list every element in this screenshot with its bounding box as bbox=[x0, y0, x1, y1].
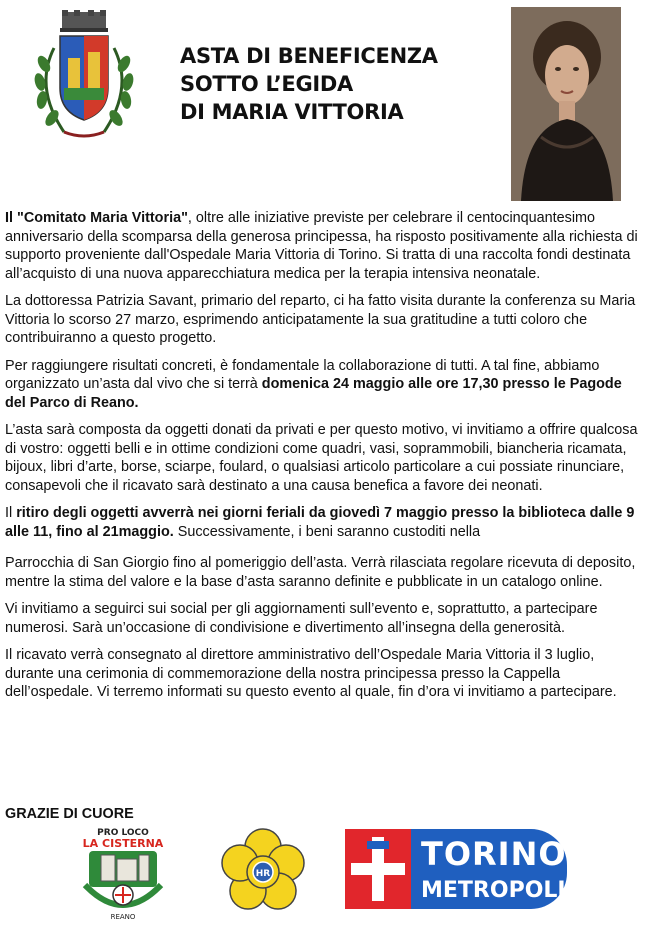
proloco-town: REANO bbox=[110, 913, 136, 921]
paragraph-8-text: Il ricavato verrà consegnato al direttore amministrativo dell’Ospedale Maria Vittoria il 3 luglio, durante una cerimonia di commemorazione della nostra principessa presso la Cappella dell’ospedale. Vi terremo informati su questo evento al quale, fin d’ora vi invitiamo a partecipare. bbox=[5, 647, 617, 700]
paragraph-5 bbox=[5, 504, 641, 541]
paragraph-6-text: Parrocchia di San Giorgio fino al pomeriggio dell’asta. Verrà rilasciata regolare ricevuta di deposito, mentre la stima del valore e la base d’asta saranno definite e pubblicate in un catalogo online. bbox=[5, 555, 636, 590]
proloco-line1: PRO LOCO bbox=[97, 828, 149, 838]
paragraph-3-text: Per raggiungere risultati concreti, è fondamentale la collaborazione di tutti. A tal fine, abbiamo organizzato un’asta dal vivo che si terrà bbox=[5, 357, 600, 392]
paragraph-6 bbox=[5, 554, 641, 591]
paragraph-3 bbox=[5, 357, 641, 413]
municipal-crest-icon bbox=[24, 8, 144, 148]
rose-monogram: HR bbox=[255, 869, 271, 879]
proloco-logo-icon bbox=[75, 825, 171, 922]
paragraph-1 bbox=[5, 209, 641, 283]
portrait-image bbox=[511, 7, 621, 201]
title-line-2: SOTTO L’EGIDA bbox=[180, 72, 353, 96]
rose-logo-icon bbox=[220, 827, 306, 917]
article-body bbox=[5, 209, 641, 711]
torino-metropoli-logo-icon bbox=[345, 829, 567, 909]
proloco-line2: LA CISTERNA bbox=[82, 837, 164, 850]
paragraph-7-text: Vi invitiamo a seguirci sui social per gli aggiornamenti sull’evento e, soprattutto, a partecipare numerosi. Sarà un’occasione di condivisione e divertimento all’insegna della generosità. bbox=[5, 601, 598, 636]
auction-date-location: domenica 24 maggio alle ore 17,30 presso le Pagode del Parco di Reano. bbox=[5, 376, 622, 411]
collection-schedule: ritiro degli oggetti avverrà nei giorni feriali da giovedì 7 maggio presso la biblioteca dalle 9 alle 11, fino al 21maggio. bbox=[5, 505, 635, 540]
portrait-icon bbox=[511, 7, 621, 201]
paragraph-1-text: , oltre alle iniziative previste per celebrare il centocinquantesimo anniversario della scomparsa della generosa principessa, ha risposto positivamente alla richiesta di supporto proveniente dall'Ospedale Maria Vittoria di Torino. Si tratta di una raccolta fondi destinata all’acquisto di una nuova apparecchiatura medica per la terapia intensiva neonatale. bbox=[5, 210, 638, 282]
paragraph-2 bbox=[5, 292, 641, 348]
title-line-3: DI MARIA VITTORIA bbox=[180, 100, 404, 124]
torino-line2: METROPOLI bbox=[421, 878, 566, 903]
paragraph-2-text: La dottoressa Patrizia Savant, primario del reparto, ci ha fatto visita durante la conferenza su Maria Vittoria lo scorso 27 marzo, esprimendo anticipatamente la sua gratitudine a tutti coloro che contribuiranno a questo progetto. bbox=[5, 293, 636, 346]
paragraph-4 bbox=[5, 421, 641, 495]
paragraph-4-text: L’asta sarà composta da oggetti donati da privati e per questo motivo, vi invitiamo a offrire qualcosa di vostro: oggetti belli e in ottime condizioni come quadri, vasi, soprammobili, biancheria ricamata, bijoux, libri d’arte, borse, sciarpe, foulard, o qualsiasi articolo particolare a cui possiate rinunciare, consapevoli che il ricavato sarà destinato a una causa benefica a favore dei neonati. bbox=[5, 422, 638, 494]
paragraph-7 bbox=[5, 600, 641, 637]
torino-line1: TORINO bbox=[421, 835, 567, 873]
paragraph-8 bbox=[5, 646, 641, 702]
thanks-heading: GRAZIE DI CUORE bbox=[5, 806, 134, 822]
title-line-1: ASTA DI BENEFICENZA bbox=[180, 44, 438, 68]
paragraph-5-text: Successivamente, i beni saranno custoditi nella bbox=[173, 523, 481, 540]
page-title bbox=[180, 42, 438, 126]
paragraph-5-lead: Il bbox=[5, 505, 17, 521]
committee-name: Il "Comitato Maria Vittoria" bbox=[5, 210, 188, 226]
